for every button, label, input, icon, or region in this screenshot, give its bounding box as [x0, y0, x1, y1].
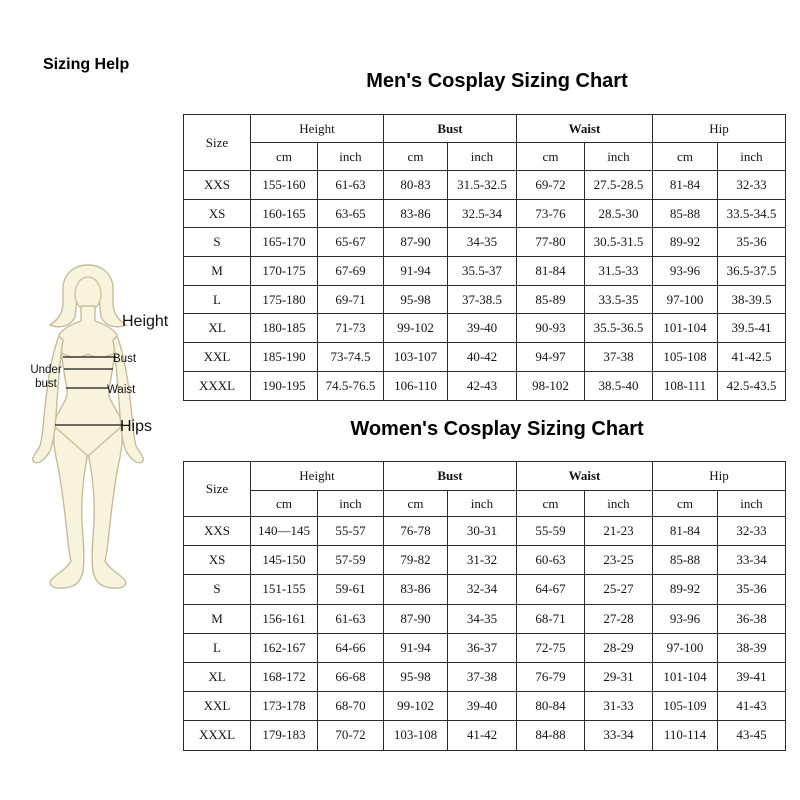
figure-label-under-bust-2: bust [35, 378, 57, 390]
value-cell: 110-114 [653, 721, 718, 750]
table-row-xxl [184, 343, 786, 372]
value-cell: 33-34 [718, 546, 786, 575]
value-cell: 87-90 [384, 604, 448, 633]
value-cell: 33-34 [585, 721, 653, 750]
unit-header-cm: cm [653, 491, 718, 517]
value-cell: 33.5-34.5 [718, 199, 786, 228]
value-cell: 95-98 [384, 285, 448, 314]
value-cell: 41-42 [448, 721, 517, 750]
size-cell: XXXL [184, 721, 251, 750]
group-header-height: Height [251, 115, 384, 143]
value-cell: 61-63 [318, 604, 384, 633]
size-cell: L [184, 633, 251, 662]
group-header-height: Height [251, 462, 384, 491]
size-cell: M [184, 604, 251, 633]
value-cell: 68-70 [318, 692, 384, 721]
value-cell: 35-36 [718, 228, 786, 257]
table-row-xs [184, 546, 786, 575]
value-cell: 97-100 [653, 633, 718, 662]
value-cell: 93-96 [653, 257, 718, 286]
value-cell: 91-94 [384, 257, 448, 286]
unit-header-cm: cm [251, 491, 318, 517]
figure-label-under-bust-1: Under [30, 364, 62, 376]
table-row-xxs [184, 517, 786, 546]
value-cell: 89-92 [653, 575, 718, 604]
group-header-waist: Waist [517, 462, 653, 491]
value-cell: 39-41 [718, 662, 786, 691]
value-cell: 74.5-76.5 [318, 371, 384, 400]
value-cell: 65-67 [318, 228, 384, 257]
womens-chart-title: Women's Cosplay Sizing Chart [350, 418, 644, 440]
value-cell: 35-36 [718, 575, 786, 604]
unit-header-inch: inch [448, 143, 517, 171]
value-cell: 190-195 [251, 371, 318, 400]
value-cell: 28.5-30 [585, 199, 653, 228]
value-cell: 39-40 [448, 314, 517, 343]
value-cell: 156-161 [251, 604, 318, 633]
value-cell: 145-150 [251, 546, 318, 575]
unit-header-inch: inch [718, 143, 786, 171]
unit-header-inch: inch [448, 491, 517, 517]
value-cell: 155-160 [251, 171, 318, 200]
page-title: Sizing Help [43, 56, 130, 73]
size-cell: XXL [184, 692, 251, 721]
value-cell: 185-190 [251, 343, 318, 372]
value-cell: 34-35 [448, 604, 517, 633]
value-cell: 151-155 [251, 575, 318, 604]
female-silhouette-icon [10, 258, 185, 593]
unit-header-cm: cm [517, 491, 585, 517]
value-cell: 66-68 [318, 662, 384, 691]
value-cell: 31.5-32.5 [448, 171, 517, 200]
value-cell: 84-88 [517, 721, 585, 750]
value-cell: 105-109 [653, 692, 718, 721]
womens-sizing-table [183, 461, 786, 751]
value-cell: 83-86 [384, 575, 448, 604]
value-cell: 73-74.5 [318, 343, 384, 372]
value-cell: 80-83 [384, 171, 448, 200]
value-cell: 105-108 [653, 343, 718, 372]
size-cell: XL [184, 314, 251, 343]
unit-header-inch: inch [585, 491, 653, 517]
value-cell: 94-97 [517, 343, 585, 372]
value-cell: 77-80 [517, 228, 585, 257]
value-cell: 21-23 [585, 517, 653, 546]
value-cell: 103-107 [384, 343, 448, 372]
value-cell: 180-185 [251, 314, 318, 343]
value-cell: 42.5-43.5 [718, 371, 786, 400]
value-cell: 173-178 [251, 692, 318, 721]
value-cell: 108-111 [653, 371, 718, 400]
size-column-header: Size [184, 462, 251, 517]
figure-label-bust: Bust [113, 353, 137, 365]
value-cell: 71-73 [318, 314, 384, 343]
value-cell: 81-84 [653, 171, 718, 200]
value-cell: 83-86 [384, 199, 448, 228]
value-cell: 39-40 [448, 692, 517, 721]
value-cell: 25-27 [585, 575, 653, 604]
value-cell: 37-38 [448, 662, 517, 691]
unit-header-cm: cm [653, 143, 718, 171]
value-cell: 57-59 [318, 546, 384, 575]
value-cell: 31-32 [448, 546, 517, 575]
table-row-xxs [184, 171, 786, 200]
unit-header-inch: inch [718, 491, 786, 517]
unit-header-cm: cm [517, 143, 585, 171]
group-header-bust: Bust [384, 115, 517, 143]
value-cell: 179-183 [251, 721, 318, 750]
value-cell: 35.5-36.5 [585, 314, 653, 343]
value-cell: 93-96 [653, 604, 718, 633]
value-cell: 38-39.5 [718, 285, 786, 314]
value-cell: 87-90 [384, 228, 448, 257]
figure-label-height: Height [122, 313, 169, 330]
value-cell: 91-94 [384, 633, 448, 662]
table-row-s [184, 228, 786, 257]
value-cell: 55-59 [517, 517, 585, 546]
table-row-s [184, 575, 786, 604]
group-header-waist: Waist [517, 115, 653, 143]
size-cell: S [184, 575, 251, 604]
value-cell: 72-75 [517, 633, 585, 662]
value-cell: 73-76 [517, 199, 585, 228]
value-cell: 76-79 [517, 662, 585, 691]
value-cell: 60-63 [517, 546, 585, 575]
value-cell: 76-78 [384, 517, 448, 546]
size-cell: M [184, 257, 251, 286]
table-row-l [184, 285, 786, 314]
mens-chart-title: Men's Cosplay Sizing Chart [366, 70, 628, 92]
unit-header-inch: inch [585, 143, 653, 171]
size-cell: XXS [184, 171, 251, 200]
unit-header-inch: inch [318, 491, 384, 517]
value-cell: 140—145 [251, 517, 318, 546]
value-cell: 23-25 [585, 546, 653, 575]
value-cell: 32-33 [718, 517, 786, 546]
unit-header-cm: cm [384, 491, 448, 517]
size-cell: XXXL [184, 371, 251, 400]
value-cell: 79-82 [384, 546, 448, 575]
value-cell: 101-104 [653, 662, 718, 691]
value-cell: 42-43 [448, 371, 517, 400]
mens-sizing-table [183, 114, 786, 401]
value-cell: 103-108 [384, 721, 448, 750]
value-cell: 33.5-35 [585, 285, 653, 314]
group-header-hip: Hip [653, 462, 786, 491]
table-row-xxl [184, 692, 786, 721]
unit-header-cm: cm [251, 143, 318, 171]
value-cell: 41-43 [718, 692, 786, 721]
value-cell: 67-69 [318, 257, 384, 286]
size-cell: XL [184, 662, 251, 691]
value-cell: 28-29 [585, 633, 653, 662]
value-cell: 170-175 [251, 257, 318, 286]
value-cell: 64-67 [517, 575, 585, 604]
value-cell: 30-31 [448, 517, 517, 546]
value-cell: 98-102 [517, 371, 585, 400]
value-cell: 37-38 [585, 343, 653, 372]
value-cell: 55-57 [318, 517, 384, 546]
value-cell: 175-180 [251, 285, 318, 314]
value-cell: 40-42 [448, 343, 517, 372]
table-row-m [184, 604, 786, 633]
value-cell: 70-72 [318, 721, 384, 750]
value-cell: 165-170 [251, 228, 318, 257]
value-cell: 36-38 [718, 604, 786, 633]
table-row-xxxl [184, 371, 786, 400]
table-row-l [184, 633, 786, 662]
figure-label-waist: Waist [107, 384, 136, 396]
value-cell: 160-165 [251, 199, 318, 228]
value-cell: 41-42.5 [718, 343, 786, 372]
value-cell: 61-63 [318, 171, 384, 200]
size-cell: L [184, 285, 251, 314]
value-cell: 89-92 [653, 228, 718, 257]
table-row-xs [184, 199, 786, 228]
value-cell: 106-110 [384, 371, 448, 400]
value-cell: 97-100 [653, 285, 718, 314]
value-cell: 90-93 [517, 314, 585, 343]
value-cell: 101-104 [653, 314, 718, 343]
value-cell: 99-102 [384, 692, 448, 721]
value-cell: 39.5-41 [718, 314, 786, 343]
size-cell: XS [184, 199, 251, 228]
group-header-bust: Bust [384, 462, 517, 491]
value-cell: 68-71 [517, 604, 585, 633]
value-cell: 27.5-28.5 [585, 171, 653, 200]
value-cell: 81-84 [653, 517, 718, 546]
value-cell: 95-98 [384, 662, 448, 691]
value-cell: 43-45 [718, 721, 786, 750]
size-cell: XS [184, 546, 251, 575]
table-row-xl [184, 662, 786, 691]
value-cell: 35.5-37 [448, 257, 517, 286]
value-cell: 36.5-37.5 [718, 257, 786, 286]
table-row-m [184, 257, 786, 286]
value-cell: 69-72 [517, 171, 585, 200]
value-cell: 36-37 [448, 633, 517, 662]
value-cell: 81-84 [517, 257, 585, 286]
value-cell: 85-88 [653, 199, 718, 228]
value-cell: 30.5-31.5 [585, 228, 653, 257]
value-cell: 32.5-34 [448, 199, 517, 228]
table-row-xxxl [184, 721, 786, 750]
value-cell: 64-66 [318, 633, 384, 662]
figure-label-hips: Hips [120, 418, 153, 435]
value-cell: 168-172 [251, 662, 318, 691]
value-cell: 85-88 [653, 546, 718, 575]
value-cell: 162-167 [251, 633, 318, 662]
unit-header-inch: inch [318, 143, 384, 171]
group-header-hip: Hip [653, 115, 786, 143]
value-cell: 99-102 [384, 314, 448, 343]
table-row-xl [184, 314, 786, 343]
size-column-header: Size [184, 115, 251, 171]
value-cell: 63-65 [318, 199, 384, 228]
value-cell: 38.5-40 [585, 371, 653, 400]
value-cell: 69-71 [318, 285, 384, 314]
size-cell: XXS [184, 517, 251, 546]
value-cell: 80-84 [517, 692, 585, 721]
unit-header-cm: cm [384, 143, 448, 171]
value-cell: 59-61 [318, 575, 384, 604]
value-cell: 32-33 [718, 171, 786, 200]
size-cell: XXL [184, 343, 251, 372]
value-cell: 37-38.5 [448, 285, 517, 314]
value-cell: 85-89 [517, 285, 585, 314]
value-cell: 27-28 [585, 604, 653, 633]
value-cell: 31-33 [585, 692, 653, 721]
value-cell: 31.5-33 [585, 257, 653, 286]
value-cell: 32-34 [448, 575, 517, 604]
value-cell: 34-35 [448, 228, 517, 257]
value-cell: 38-39 [718, 633, 786, 662]
size-cell: S [184, 228, 251, 257]
value-cell: 29-31 [585, 662, 653, 691]
body-measurement-figure [10, 258, 185, 593]
